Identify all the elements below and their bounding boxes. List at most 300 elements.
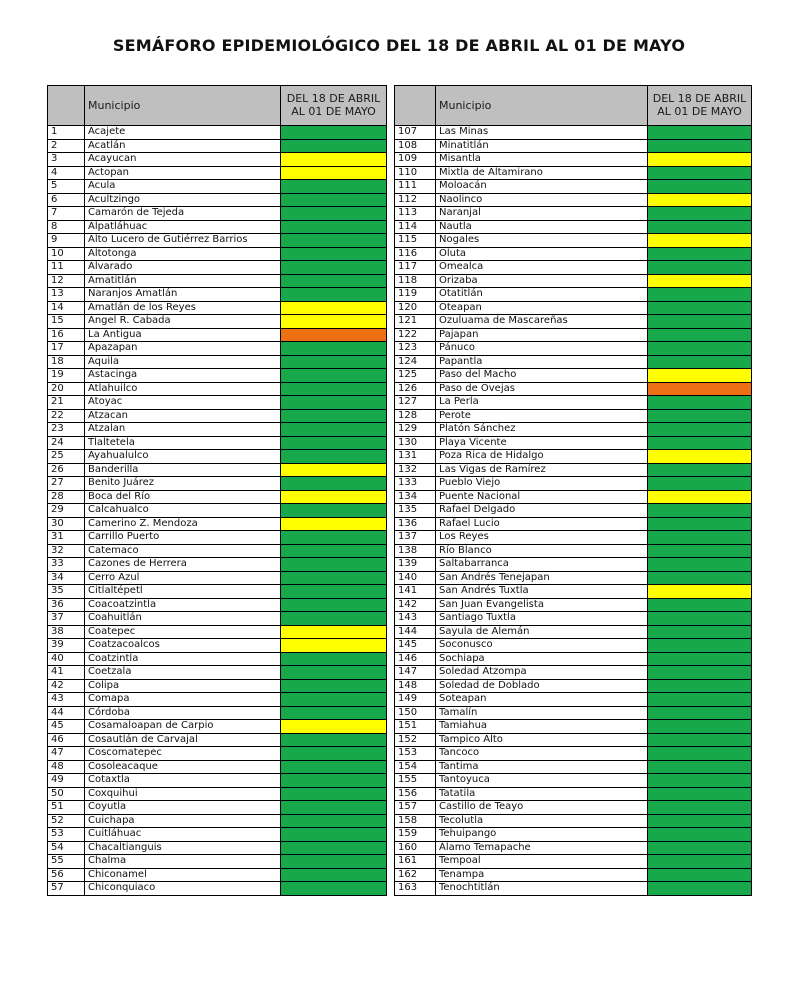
status-cell-yellow [648, 585, 752, 599]
municipality-name: Los Reyes [436, 531, 648, 545]
municipality-name: Chiconquiaco [85, 882, 281, 896]
row-number: 25 [48, 450, 85, 464]
table-row [48, 301, 387, 315]
table-row [48, 355, 387, 369]
status-cell-green [281, 558, 387, 572]
municipality-name: Moloacán [436, 180, 648, 194]
status-cell-green [648, 720, 752, 734]
municipality-name: Catemaco [85, 544, 281, 558]
row-number: 33 [48, 558, 85, 572]
table-row [395, 490, 752, 504]
table-row [395, 247, 752, 261]
row-number: 50 [48, 787, 85, 801]
status-cell-green [648, 301, 752, 315]
municipality-name: Cosamaloapan de Carpio [85, 720, 281, 734]
row-number: 14 [48, 301, 85, 315]
table-row [48, 342, 387, 356]
row-number: 162 [395, 868, 436, 882]
municipality-name: Soteapan [436, 693, 648, 707]
row-number: 17 [48, 342, 85, 356]
table-row [395, 450, 752, 464]
status-cell-green [648, 396, 752, 410]
row-number: 107 [395, 126, 436, 140]
table-row [48, 423, 387, 437]
row-number: 56 [48, 868, 85, 882]
table-row [48, 801, 387, 815]
row-number: 23 [48, 423, 85, 437]
municipality-name: San Juan Evangelista [436, 598, 648, 612]
table-row [48, 828, 387, 842]
row-number: 55 [48, 855, 85, 869]
row-number: 111 [395, 180, 436, 194]
row-number: 114 [395, 220, 436, 234]
municipality-name: Tamiahua [436, 720, 648, 734]
row-number: 12 [48, 274, 85, 288]
municipality-name: Tenochtitlán [436, 882, 648, 896]
municipality-name: Acayucan [85, 153, 281, 167]
row-number: 42 [48, 679, 85, 693]
status-cell-green [281, 679, 387, 693]
row-number: 137 [395, 531, 436, 545]
table-row [48, 490, 387, 504]
status-cell-green [648, 261, 752, 275]
status-cell-green [648, 477, 752, 491]
table-row [395, 693, 752, 707]
table-row [48, 693, 387, 707]
municipality-name: Cuitláhuac [85, 828, 281, 842]
municipality-name: Tantima [436, 760, 648, 774]
table-row [48, 139, 387, 153]
table-row [395, 585, 752, 599]
status-cell-green [281, 355, 387, 369]
row-number: 160 [395, 841, 436, 855]
municipality-name: Ozuluama de Mascareñas [436, 315, 648, 329]
table-row [395, 787, 752, 801]
municipality-name: Soledad Atzompa [436, 666, 648, 680]
table-row [48, 153, 387, 167]
table-row [395, 531, 752, 545]
status-cell-green [648, 598, 752, 612]
status-cell-orange [648, 382, 752, 396]
municipality-name: Coatepec [85, 625, 281, 639]
table-row [48, 247, 387, 261]
municipality-name: Chacaltianguis [85, 841, 281, 855]
table-row [395, 180, 752, 194]
municipality-name: Rafael Delgado [436, 504, 648, 518]
status-cell-green [648, 355, 752, 369]
row-number: 37 [48, 612, 85, 626]
status-cell-green [648, 814, 752, 828]
table-row [48, 598, 387, 612]
table-row [48, 882, 387, 896]
municipality-name: Atoyac [85, 396, 281, 410]
row-number: 39 [48, 639, 85, 653]
status-cell-green [281, 342, 387, 356]
row-number: 32 [48, 544, 85, 558]
status-cell-green [281, 598, 387, 612]
status-cell-green [648, 841, 752, 855]
row-number: 9 [48, 234, 85, 248]
row-number: 45 [48, 720, 85, 734]
municipality-name: Córdoba [85, 706, 281, 720]
status-cell-green [281, 693, 387, 707]
table-row [395, 382, 752, 396]
status-cell-green [281, 504, 387, 518]
municipality-name: Alvarado [85, 261, 281, 275]
table-row [48, 504, 387, 518]
table-row [48, 706, 387, 720]
row-number: 147 [395, 666, 436, 680]
table-row [48, 274, 387, 288]
municipality-table-left [47, 85, 387, 896]
status-cell-green [281, 396, 387, 410]
status-cell-yellow [281, 625, 387, 639]
status-cell-green [281, 706, 387, 720]
status-cell-green [281, 760, 387, 774]
row-number: 7 [48, 207, 85, 221]
municipality-name: Atlahuilco [85, 382, 281, 396]
row-number: 112 [395, 193, 436, 207]
row-number: 53 [48, 828, 85, 842]
row-number: 24 [48, 436, 85, 450]
table-row [395, 193, 752, 207]
municipality-name: Minatitlán [436, 139, 648, 153]
municipality-name: Mixtla de Altamirano [436, 166, 648, 180]
row-number: 16 [48, 328, 85, 342]
table-row [48, 774, 387, 788]
municipality-name: Pánuco [436, 342, 648, 356]
municipality-name: Cuichapa [85, 814, 281, 828]
row-number: 151 [395, 720, 436, 734]
municipality-name: Playa Vicente [436, 436, 648, 450]
row-number: 155 [395, 774, 436, 788]
row-number: 135 [395, 504, 436, 518]
table-row [395, 504, 752, 518]
table-row [48, 126, 387, 140]
status-cell-green [648, 207, 752, 221]
municipality-name: Sayula de Alemán [436, 625, 648, 639]
row-number: 29 [48, 504, 85, 518]
municipio-column-header: Municipio [85, 86, 281, 126]
table-row [48, 328, 387, 342]
table-row [48, 477, 387, 491]
municipality-name: Tatatila [436, 787, 648, 801]
status-cell-green [281, 450, 387, 464]
municipality-name: Castillo de Teayo [436, 801, 648, 815]
row-number: 118 [395, 274, 436, 288]
row-number: 1 [48, 126, 85, 140]
tables-container [47, 85, 752, 896]
municipality-name: Apazapan [85, 342, 281, 356]
municipality-name: Ayahualulco [85, 450, 281, 464]
row-number: 148 [395, 679, 436, 693]
table-row [395, 315, 752, 329]
row-number: 125 [395, 369, 436, 383]
municipality-name: Las Minas [436, 126, 648, 140]
municipality-name: Calcahualco [85, 504, 281, 518]
municipality-name: Nautla [436, 220, 648, 234]
table-row [48, 639, 387, 653]
municipality-name: Colipa [85, 679, 281, 693]
table-row [395, 544, 752, 558]
row-number: 121 [395, 315, 436, 329]
municipality-name: Aquila [85, 355, 281, 369]
status-cell-green [648, 774, 752, 788]
table-row [48, 666, 387, 680]
corner-header-cell [395, 86, 436, 126]
status-cell-green [281, 234, 387, 248]
municipality-name: Tampico Alto [436, 733, 648, 747]
municipality-name: Soledad de Doblado [436, 679, 648, 693]
table-row [395, 166, 752, 180]
row-number: 127 [395, 396, 436, 410]
status-cell-yellow [281, 639, 387, 653]
status-cell-green [281, 409, 387, 423]
status-cell-green [648, 463, 752, 477]
status-cell-green [648, 315, 752, 329]
municipality-name: Coatzacoalcos [85, 639, 281, 653]
table-row [395, 153, 752, 167]
row-number: 143 [395, 612, 436, 626]
municipality-name: Coatzintla [85, 652, 281, 666]
municipality-name: Acultzingo [85, 193, 281, 207]
status-cell-green [281, 220, 387, 234]
period-column-header: DEL 18 DE ABRIL AL 01 DE MAYO [648, 86, 752, 126]
municipality-name: Coetzala [85, 666, 281, 680]
table-row [395, 720, 752, 734]
row-number: 54 [48, 841, 85, 855]
municipality-name: Coahuitlán [85, 612, 281, 626]
table-row [395, 679, 752, 693]
status-cell-yellow [648, 193, 752, 207]
municipality-name: Tantoyuca [436, 774, 648, 788]
status-cell-yellow [648, 450, 752, 464]
status-cell-green [648, 288, 752, 302]
municipality-name: Pajapan [436, 328, 648, 342]
row-number: 122 [395, 328, 436, 342]
row-number: 3 [48, 153, 85, 167]
table-row [395, 288, 752, 302]
table-row [48, 207, 387, 221]
municipality-name: Citlaltépetl [85, 585, 281, 599]
status-cell-green [281, 477, 387, 491]
municipality-name: Naolinco [436, 193, 648, 207]
status-cell-yellow [281, 301, 387, 315]
municipality-name: Benito Juárez [85, 477, 281, 491]
row-number: 119 [395, 288, 436, 302]
table-row [48, 531, 387, 545]
municipality-name: Paso de Ovejas [436, 382, 648, 396]
header-row [48, 86, 387, 126]
status-cell-green [648, 855, 752, 869]
municipality-name: Amatlán de los Reyes [85, 301, 281, 315]
status-cell-green [648, 693, 752, 707]
status-cell-green [648, 747, 752, 761]
table-row [395, 423, 752, 437]
status-cell-orange [281, 328, 387, 342]
table-row [395, 261, 752, 275]
row-number: 15 [48, 315, 85, 329]
municipality-name: Camarón de Tejeda [85, 207, 281, 221]
municipality-name: Otatitlán [436, 288, 648, 302]
row-number: 10 [48, 247, 85, 261]
municipality-name: La Perla [436, 396, 648, 410]
row-number: 159 [395, 828, 436, 842]
table-row [395, 436, 752, 450]
table-row [395, 126, 752, 140]
municipality-name: Santiago Tuxtla [436, 612, 648, 626]
status-cell-green [281, 774, 387, 788]
status-cell-green [648, 328, 752, 342]
status-cell-green [281, 369, 387, 383]
municipality-name: Actopan [85, 166, 281, 180]
municipality-name: Nogales [436, 234, 648, 248]
row-number: 156 [395, 787, 436, 801]
table-row [395, 342, 752, 356]
municipality-name: Chalma [85, 855, 281, 869]
status-cell-green [648, 544, 752, 558]
status-cell-green [281, 612, 387, 626]
status-cell-green [648, 733, 752, 747]
status-cell-yellow [281, 153, 387, 167]
status-cell-yellow [648, 153, 752, 167]
municipality-name: Puente Nacional [436, 490, 648, 504]
table-row [48, 166, 387, 180]
status-cell-green [648, 652, 752, 666]
row-number: 134 [395, 490, 436, 504]
table-row [395, 463, 752, 477]
municipality-name: Alpatláhuac [85, 220, 281, 234]
table-row [48, 747, 387, 761]
table-row [48, 814, 387, 828]
municipality-name: Cotaxtla [85, 774, 281, 788]
row-number: 28 [48, 490, 85, 504]
municipality-name: Banderilla [85, 463, 281, 477]
municipality-name: Omealca [436, 261, 648, 275]
table-row [48, 288, 387, 302]
table-row [48, 180, 387, 194]
row-number: 19 [48, 369, 85, 383]
status-cell-green [648, 625, 752, 639]
municipality-name: Naranjal [436, 207, 648, 221]
period-column-header: DEL 18 DE ABRIL AL 01 DE MAYO [281, 86, 387, 126]
row-number: 18 [48, 355, 85, 369]
status-cell-yellow [281, 463, 387, 477]
status-cell-green [648, 612, 752, 626]
row-number: 120 [395, 301, 436, 315]
table-row [395, 558, 752, 572]
municipality-name: Cosoleacaque [85, 760, 281, 774]
table-row [48, 787, 387, 801]
table-row [395, 355, 752, 369]
status-cell-green [281, 247, 387, 261]
status-cell-green [648, 882, 752, 896]
table-row [48, 220, 387, 234]
municipality-table-right [394, 85, 752, 896]
municipality-name: Poza Rica de Hidalgo [436, 450, 648, 464]
table-row [48, 436, 387, 450]
table-row [395, 220, 752, 234]
status-cell-green [648, 558, 752, 572]
municipality-name: Naranjos Amatlán [85, 288, 281, 302]
municipality-name: Amatitlán [85, 274, 281, 288]
row-number: 26 [48, 463, 85, 477]
table-row [395, 274, 752, 288]
municipality-name: Perote [436, 409, 648, 423]
table-row [395, 598, 752, 612]
status-cell-green [648, 787, 752, 801]
table-row [48, 517, 387, 531]
status-cell-green [281, 787, 387, 801]
municipality-name: Oteapan [436, 301, 648, 315]
row-number: 2 [48, 139, 85, 153]
row-number: 145 [395, 639, 436, 653]
table-row [395, 639, 752, 653]
table-row [48, 234, 387, 248]
status-cell-green [648, 706, 752, 720]
status-cell-green [648, 166, 752, 180]
row-number: 57 [48, 882, 85, 896]
row-number: 130 [395, 436, 436, 450]
table-row [48, 396, 387, 410]
municipality-name: San Andrés Tuxtla [436, 585, 648, 599]
municipality-name: Tancoco [436, 747, 648, 761]
row-number: 131 [395, 450, 436, 464]
municipio-column-header: Municipio [436, 86, 648, 126]
row-number: 153 [395, 747, 436, 761]
status-cell-green [281, 382, 387, 396]
municipality-name: Tamalín [436, 706, 648, 720]
table-row [395, 882, 752, 896]
row-number: 150 [395, 706, 436, 720]
table-row [48, 625, 387, 639]
municipality-name: Tehuipango [436, 828, 648, 842]
table-row [48, 652, 387, 666]
status-cell-green [648, 571, 752, 585]
row-number: 108 [395, 139, 436, 153]
municipality-name: Cazones de Herrera [85, 558, 281, 572]
municipality-name: Atzacan [85, 409, 281, 423]
row-number: 123 [395, 342, 436, 356]
status-cell-green [648, 220, 752, 234]
row-number: 109 [395, 153, 436, 167]
row-number: 5 [48, 180, 85, 194]
row-number: 124 [395, 355, 436, 369]
status-cell-green [281, 666, 387, 680]
municipality-name: Rafael Lucio [436, 517, 648, 531]
municipality-name: Acatlán [85, 139, 281, 153]
municipality-name: San Andrés Tenejapan [436, 571, 648, 585]
municipality-name: Chiconamel [85, 868, 281, 882]
municipality-name: Las Vigas de Ramírez [436, 463, 648, 477]
municipality-name: Sochiapa [436, 652, 648, 666]
table-row [395, 706, 752, 720]
municipality-name: Coacoatzintla [85, 598, 281, 612]
status-cell-green [648, 517, 752, 531]
status-cell-green [648, 126, 752, 140]
municipality-name: Altotonga [85, 247, 281, 261]
row-number: 35 [48, 585, 85, 599]
municipality-name: Papantla [436, 355, 648, 369]
row-number: 128 [395, 409, 436, 423]
table-row [395, 841, 752, 855]
table-row [48, 558, 387, 572]
row-number: 40 [48, 652, 85, 666]
table-row [395, 828, 752, 842]
municipality-name: La Antigua [85, 328, 281, 342]
status-cell-green [281, 180, 387, 194]
row-number: 47 [48, 747, 85, 761]
